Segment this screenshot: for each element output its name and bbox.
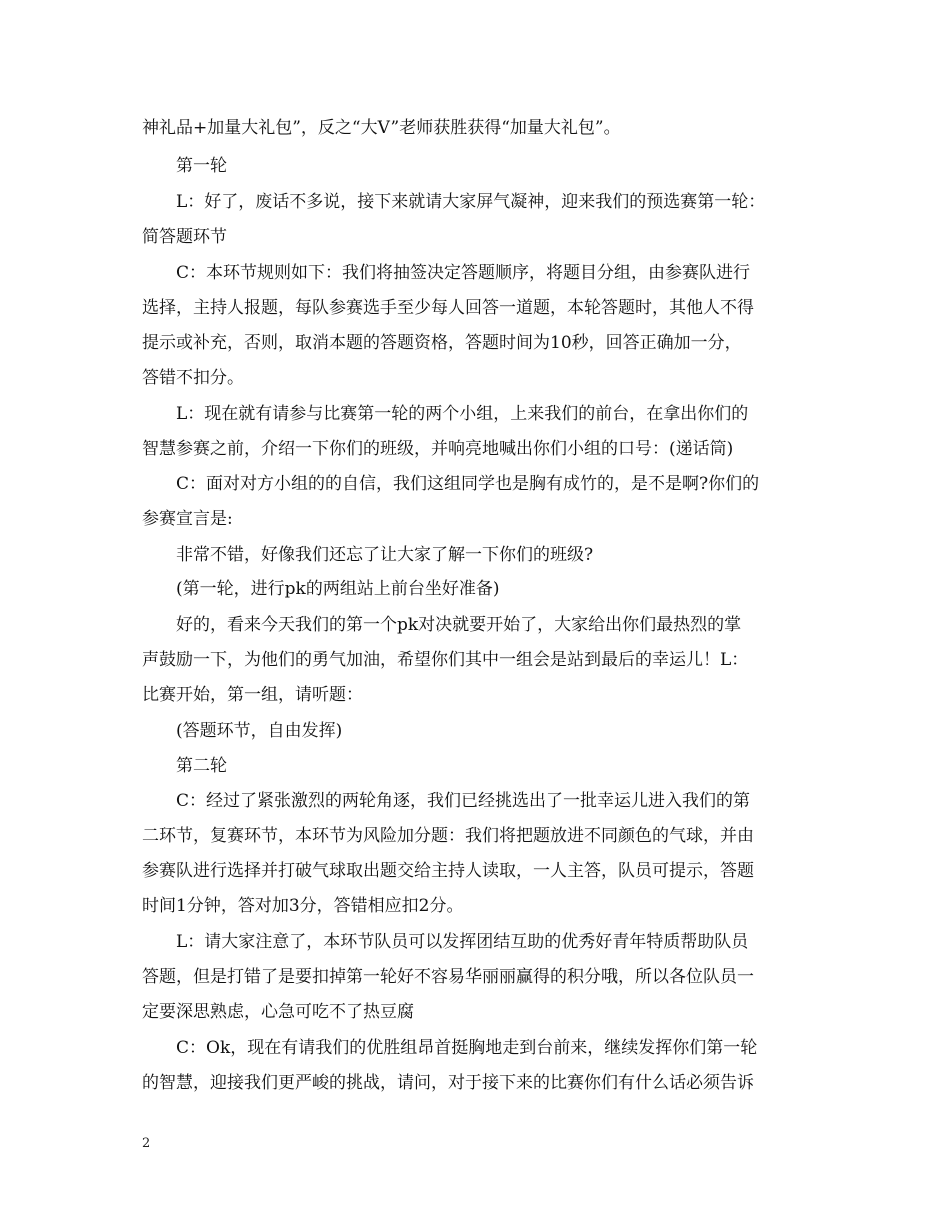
text-line: C：面对对方小组的的自信，我们这组同学也是胸有成竹的，是不是啊?你们的 — [176, 474, 760, 494]
text-line: 智慧参赛之前，介绍一下你们的班级，并响亮地喊出你们小组的口号：(递话筒) — [142, 439, 734, 459]
text-line: 提示或补充，否则，取消本题的答题资格，答题时间为10秒，回答正确加一分， — [142, 333, 742, 353]
text-line: 非常不错，好像我们还忘了让大家了解一下你们的班级? — [176, 545, 594, 565]
text-line: 比赛开始，第一组，请听题： — [142, 685, 363, 705]
text-line: 好的，看来今天我们的第一个pk对决就要开始了，大家给出你们最热烈的掌 — [176, 615, 742, 635]
text-line: 答错不扣分。 — [142, 368, 244, 388]
text-line: 神礼品+加量大礼包”，反之“大V”老师获胜获得“加量大礼包”。 — [142, 118, 621, 138]
text-line: 时间1分钟，答对加3分，答错相应扣2分。 — [142, 896, 464, 916]
text-line: C：经过了紧张激烈的两轮角逐，我们已经挑选出了一批幸运儿进入我们的第 — [176, 791, 751, 811]
text-line: 答题，但是打错了是要扣掉第一轮好不容易华丽丽赢得的积分哦，所以各位队员一 — [142, 967, 754, 987]
text-line: (第一轮，进行pk的两组站上前台坐好准备) — [176, 579, 500, 599]
text-line: 参赛队进行选择并打破气球取出题交给主持人读取，一人主答，队员可提示，答题 — [142, 861, 754, 881]
text-line: C：本环节规则如下：我们将抽签决定答题顺序，将题目分组，由参赛队进行 — [176, 263, 751, 283]
section-heading-round-2: 第二轮 — [176, 756, 227, 776]
text-line: 声鼓励一下，为他们的勇气加油，希望你们其中一组会是站到最后的幸运儿！L： — [142, 650, 749, 670]
text-line: 选择，主持人报题，每队参赛选手至少每人回答一道题，本轮答题时，其他人不得 — [142, 298, 754, 318]
text-line: 简答题环节 — [142, 227, 227, 247]
page-number: 2 — [142, 1136, 151, 1151]
text-line: 的智慧，迎接我们更严峻的挑战，请问，对于接下来的比赛你们有什么话必须告诉 — [142, 1073, 754, 1093]
text-line: (答题环节，自由发挥) — [176, 721, 343, 741]
text-line: L：现在就有请参与比赛第一轮的两个小组，上来我们的前台，在拿出你们的 — [176, 404, 749, 424]
text-line: C：Ok，现在有请我们的优胜组昂首挺胸地走到台前来，继续发挥你们第一轮 — [176, 1038, 758, 1058]
text-line: L：请大家注意了，本环节队员可以发挥团结互助的优秀好青年特质帮助队员 — [176, 932, 749, 952]
text-line: 二环节，复赛环节，本环节为风险加分题：我们将把题放进不同颜色的气球，并由 — [142, 826, 754, 846]
text-line: L：好了，废话不多说，接下来就请大家屏气凝神，迎来我们的预选赛第一轮： — [176, 192, 766, 212]
text-line: 参赛宣言是: — [142, 509, 233, 529]
section-heading-round-1: 第一轮 — [176, 156, 227, 176]
text-line: 定要深思熟虑，心急可吃不了热豆腐 — [142, 1002, 414, 1022]
